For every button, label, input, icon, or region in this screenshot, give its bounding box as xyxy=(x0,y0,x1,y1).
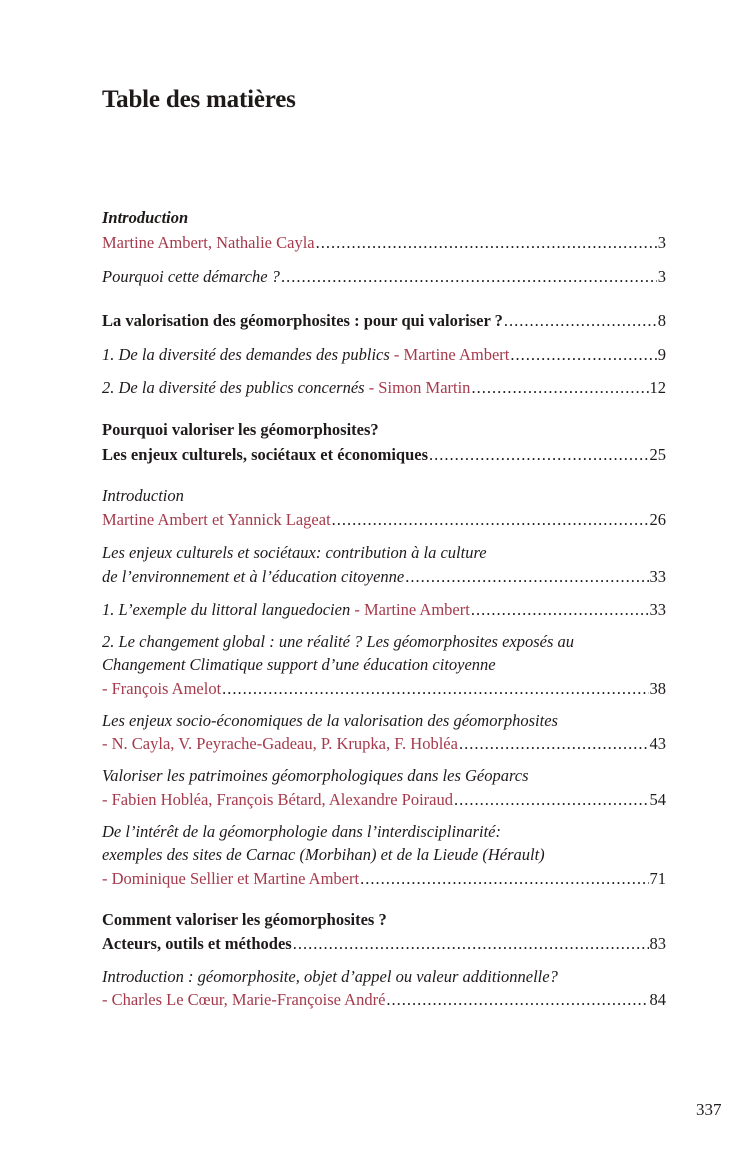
dot-leader xyxy=(360,869,648,889)
dot-leader xyxy=(504,311,657,331)
toc-entry[interactable] xyxy=(102,679,666,699)
dot-leader xyxy=(471,600,649,620)
toc-entry[interactable] xyxy=(102,934,666,954)
toc-page-number: 25 xyxy=(649,445,666,464)
toc-entry-title: 2. Le changement global : une réalité ? Les géomorphosites exposés au xyxy=(102,632,575,651)
dot-leader xyxy=(471,378,648,398)
dot-leader xyxy=(429,445,649,465)
toc-heading-text: Introduction xyxy=(102,486,184,505)
toc-entry[interactable] xyxy=(102,233,666,253)
toc-part-title: Comment valoriser les géomorphosites ? xyxy=(102,910,387,929)
toc-entry-title: de l’environnement et à l’éducation citoyenne xyxy=(102,567,405,586)
toc-part-title: La valorisation des géomorphosites : pour qui valoriser ? xyxy=(102,311,503,330)
toc-part-subtitle: Les enjeux culturels, sociétaux et économiques xyxy=(102,445,428,464)
toc-page-number: 43 xyxy=(649,734,666,753)
toc-entry[interactable] xyxy=(102,600,666,620)
toc-entry-line xyxy=(102,766,666,786)
toc-entry[interactable] xyxy=(102,445,666,465)
toc-page-number: 33 xyxy=(649,600,666,619)
toc-entry-line xyxy=(102,543,666,563)
dot-leader xyxy=(454,790,649,810)
toc-author: - Martine Ambert xyxy=(389,345,510,364)
toc-entry-title: Les enjeux culturels et sociétaux: contribution à la culture xyxy=(102,543,487,562)
toc-page-number: 38 xyxy=(649,679,666,698)
toc-entry-title: 1. L’exemple du littoral languedocien xyxy=(102,600,351,619)
toc-section-heading xyxy=(102,486,666,506)
toc-page-number: 12 xyxy=(649,378,666,397)
toc-entry-text xyxy=(102,345,509,365)
toc-entry-title: De l’intérêt de la géomorphologie dans l’interdisciplinarité: xyxy=(102,822,501,841)
toc-entry-line xyxy=(102,632,666,652)
toc-entry-line xyxy=(102,822,666,842)
page-title: Table des matières xyxy=(102,86,296,113)
dot-leader xyxy=(332,510,649,530)
toc-page-number: 8 xyxy=(657,311,666,330)
toc-entry-title: Valoriser les patrimoines géomorphologiques dans les Géoparcs xyxy=(102,766,529,785)
dot-leader xyxy=(386,990,648,1010)
toc-entry[interactable] xyxy=(102,345,666,365)
toc-page-number: 71 xyxy=(649,869,666,888)
toc-author: - Simon Martin xyxy=(364,378,471,397)
toc-part-heading xyxy=(102,420,666,440)
toc-entry-title: 2. De la diversité des publics concernés xyxy=(102,378,365,397)
toc-author: - Martine Ambert xyxy=(350,600,470,619)
toc-page-number: 26 xyxy=(649,510,666,529)
toc-page-number: 84 xyxy=(649,990,666,1009)
toc-entry-line xyxy=(102,845,666,865)
toc-author: - Fabien Hobléa, François Bétard, Alexandre Poiraud xyxy=(102,790,453,809)
toc-entry-line xyxy=(102,967,666,987)
dot-leader xyxy=(281,267,657,287)
toc-entry-line xyxy=(102,711,666,731)
toc-entry-title: Introduction : géomorphosite, objet d’appel ou valeur additionnelle? xyxy=(102,967,558,986)
toc-entry-title: Changement Climatique support d’une éducation citoyenne xyxy=(102,655,496,674)
toc-author: Martine Ambert et Yannick Lageat xyxy=(102,510,331,529)
toc-entry-title: exemples des sites de Carnac (Morbihan) et de la Lieude (Hérault) xyxy=(102,845,545,864)
toc-page-number: 3 xyxy=(657,233,666,252)
toc-part-subtitle: Acteurs, outils et méthodes xyxy=(102,934,292,953)
toc-entry-text xyxy=(102,378,470,398)
toc-entry-title: Les enjeux socio-économiques de la valorisation des géomorphosites xyxy=(102,711,558,730)
toc-page-number: 83 xyxy=(649,934,666,953)
page-number: 337 xyxy=(696,1100,722,1119)
toc-page-number: 3 xyxy=(657,267,666,286)
toc-entry-title: 1. De la diversité des demandes des publics xyxy=(102,345,390,364)
dot-leader xyxy=(510,345,656,365)
dot-leader xyxy=(222,679,648,699)
toc-part-title: Pourquoi valoriser les géomorphosites? xyxy=(102,420,379,439)
dot-leader xyxy=(316,233,657,253)
toc-entry-line xyxy=(102,655,666,675)
toc-entry-text xyxy=(102,600,470,620)
dot-leader xyxy=(293,934,649,954)
toc-page-number: 9 xyxy=(657,345,666,364)
toc-author: - N. Cayla, V. Peyrache-Gadeau, P. Krupka, F. Hobléa xyxy=(102,734,458,753)
toc-entry[interactable] xyxy=(102,510,666,530)
toc-entry[interactable] xyxy=(102,378,666,398)
toc-entry[interactable] xyxy=(102,790,666,810)
toc-author: - Dominique Sellier et Martine Ambert xyxy=(102,869,360,888)
toc-entry[interactable] xyxy=(102,267,666,287)
toc-entry-title: Pourquoi cette démarche ? xyxy=(102,267,280,286)
toc-entry[interactable] xyxy=(102,869,666,889)
dot-leader xyxy=(459,734,649,754)
toc-entry[interactable] xyxy=(102,311,666,331)
toc-entry[interactable] xyxy=(102,567,666,587)
dot-leader xyxy=(405,567,648,587)
toc-author: Martine Ambert, Nathalie Cayla xyxy=(102,233,315,252)
toc-part-heading xyxy=(102,910,666,930)
toc-author: - Charles Le Cœur, Marie-Françoise André xyxy=(102,990,386,1009)
toc-heading-text: Introduction xyxy=(102,208,189,227)
toc-section-heading xyxy=(102,208,666,228)
toc-page-number: 33 xyxy=(649,567,666,586)
toc-page-number: 54 xyxy=(649,790,666,809)
toc-entry[interactable] xyxy=(102,734,666,754)
toc-entry[interactable] xyxy=(102,990,666,1010)
toc-author: - François Amelot xyxy=(102,679,222,698)
